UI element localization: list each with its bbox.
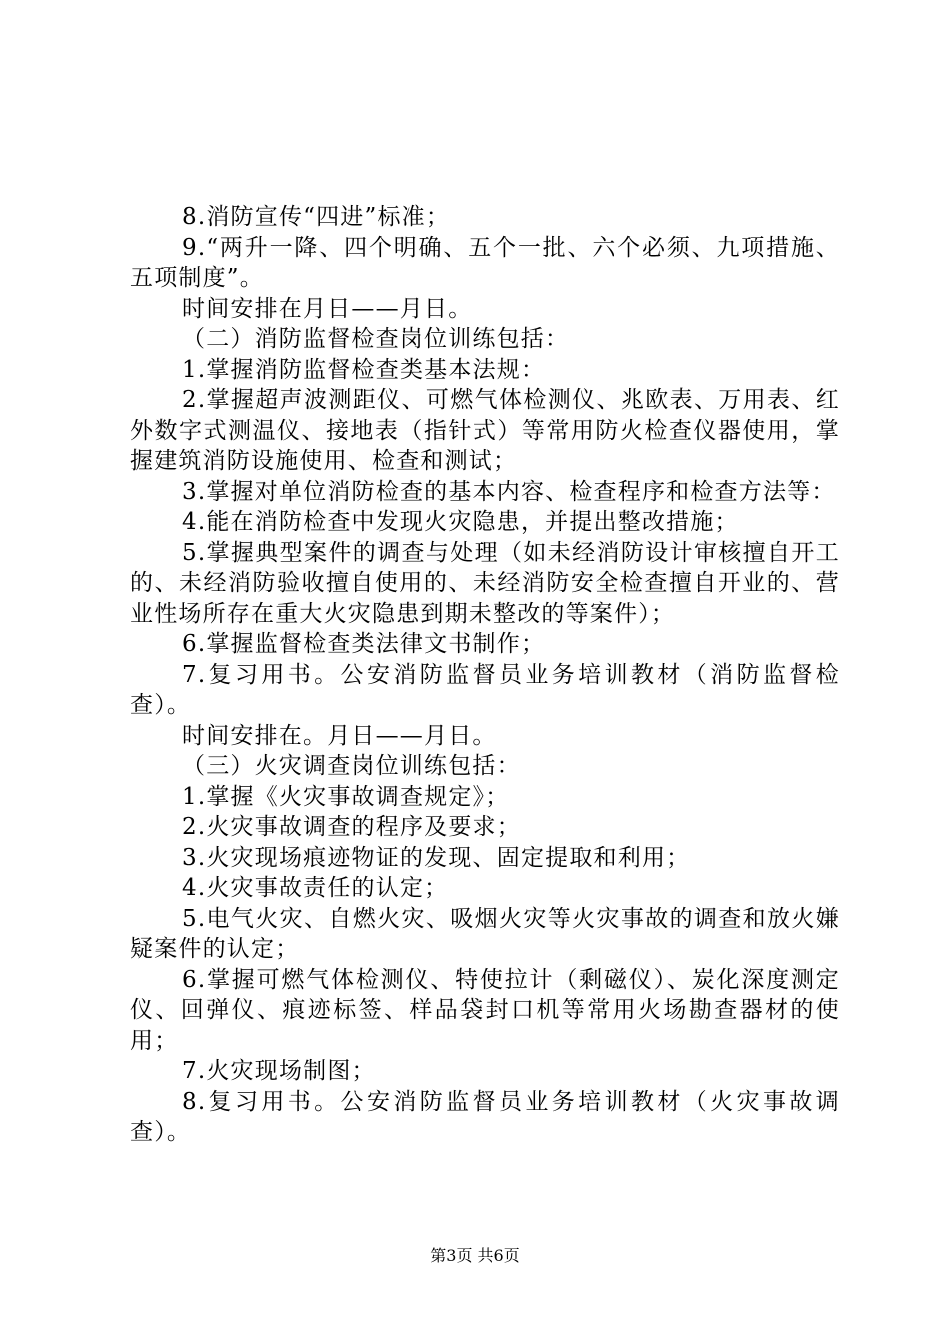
section-heading: （三）火灾调查岗位训练包括： [182, 753, 521, 779]
paragraph: 6.掌握可燃气体检测仪、特使拉计（剩磁仪）、炭化深度测定仪、回弹仪、痕迹标签、样品袋封口机等常用火场勘查器材的使用； [130, 966, 840, 1054]
paragraph: 5.掌握典型案件的调查与处理（如未经消防设计审核擅自开工的、未经消防验收擅自使用的、未经消防安全检查擅自开业的、营业性场所存在重大火灾隐患到期未整改的等案件）； [130, 539, 840, 627]
paragraph: 8.消防宣传“四进”标准； [182, 204, 451, 230]
section-heading: （二）消防监督检查岗位训练包括： [182, 326, 570, 352]
paragraph: 2.火灾事故调查的程序及要求； [182, 814, 521, 840]
paragraph: 9.“两升一降、四个明确、五个一批、六个必须、九项措施、五项制度”。 [130, 234, 840, 291]
paragraph: 3.掌握对单位消防检查的基本内容、检查程序和检查方法等： [182, 478, 836, 505]
paragraph: 时间安排在。月日——月日。 [182, 722, 497, 749]
paragraph: 2.掌握超声波测距仪、可燃气体检测仪、兆欧表、万用表、红外数字式测温仪、接地表（指针式）等常用防火检查仪器使用，掌握建筑消防设施使用、检查和测试； [130, 387, 840, 474]
paragraph: 4.能在消防检查中发现火灾隐患，并提出整改措施； [182, 509, 739, 535]
page-number-footer: 第3页 共6页 [430, 1246, 520, 1265]
paragraph: 4.火灾事故责任的认定； [182, 875, 449, 901]
paragraph: 时间安排在月日——月日。 [182, 295, 473, 322]
paragraph: 1.掌握《火灾事故调查规定》； [182, 783, 510, 810]
paragraph: 6.掌握监督检查类法律文书制作； [182, 631, 546, 657]
paragraph: 8.复习用书。公安消防监督员业务培训教材（火灾事故调查）。 [130, 1088, 840, 1145]
paragraph: 3.火灾现场痕迹物证的发现、固定提取和利用； [182, 844, 691, 871]
paragraph: 1.掌握消防监督检查类基本法规： [182, 356, 546, 383]
paragraph: 7.复习用书。公安消防监督员业务培训教材（消防监督检查）。 [130, 661, 840, 718]
paragraph: 5.电气火灾、自燃火灾、吸烟火灾等火灾事故的调查和放火嫌疑案件的认定； [130, 905, 840, 962]
document-body [130, 202, 840, 1148]
paragraph: 7.火灾现场制图； [182, 1058, 376, 1084]
